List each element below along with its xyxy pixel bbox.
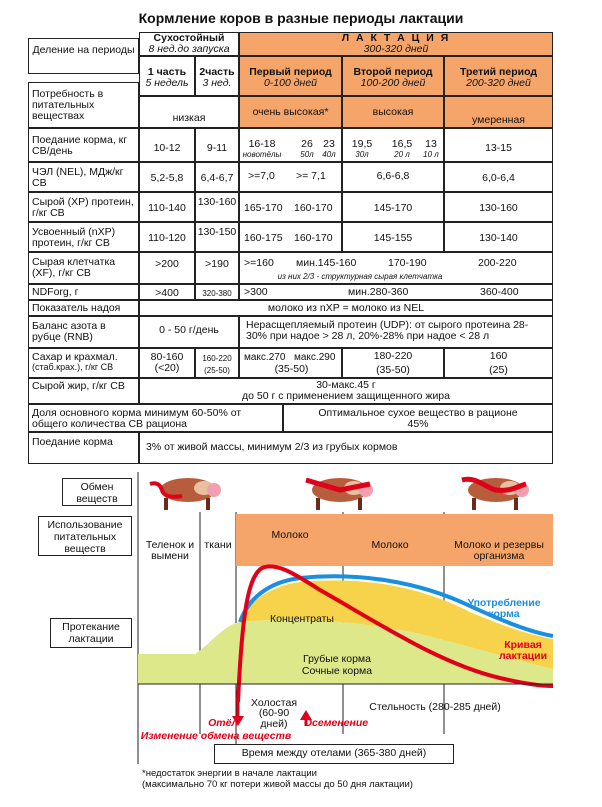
sugar-dry1-a: 80-160	[150, 351, 184, 363]
intake-p1c: 23	[323, 138, 335, 150]
ndf-dry2: 320-380	[195, 284, 239, 300]
cow-icon-dry	[148, 470, 228, 512]
indicator-label: Показатель надоя	[28, 300, 139, 316]
ndf-p3: 360-400	[480, 286, 519, 298]
intake-dry2: 9-11	[195, 128, 239, 162]
milk-label-2: Молоко	[371, 539, 409, 551]
lactation-subtitle: 300-320 дней	[363, 43, 429, 55]
nxp-p3: 130-140	[444, 222, 553, 252]
tissue-label: ткани	[204, 539, 232, 551]
cow-icon-late	[456, 470, 536, 512]
period1-subtitle: 0-100 дней	[263, 77, 318, 89]
needs-p2: высокая	[342, 96, 444, 128]
milk-label-1: Молоко	[271, 529, 309, 541]
xf-dry2: >190	[195, 252, 239, 284]
nxp-p1	[239, 222, 342, 252]
share-value-a: Оптимальное сухое вещество в рационе	[318, 407, 518, 419]
ndf-dry1: >400	[139, 284, 195, 300]
concentrates-label: Концентраты	[270, 613, 334, 625]
page-title: Кормление коров в разные периоды лактации	[138, 10, 464, 26]
needs-label: Потребность в питательных веществах	[28, 82, 139, 128]
fat-value-a: 30-макс.45 г	[316, 379, 376, 391]
xp-p1a: 165-170	[244, 202, 283, 214]
sugar-dry2-a: 160-220	[202, 354, 232, 363]
intake-p2b-sub: 20 л	[394, 150, 410, 159]
xf-p3: 200-220	[478, 257, 517, 269]
fat-label: Сырой жир, г/кг СВ	[28, 378, 139, 404]
nel-p1b: >= 7,1	[296, 170, 326, 182]
nel-p2: 6,6-6,8	[342, 162, 444, 192]
rnb-label: Баланс азота в рубце (RNB)	[28, 316, 139, 348]
ndf-label: NDForg, г	[28, 284, 139, 300]
nxp-p1b: 160-170	[294, 232, 333, 244]
cow-icon-early	[300, 470, 380, 512]
milk-reserve-label: Молоко и резервы организма	[454, 539, 544, 562]
sugar-label-sub: (стаб.крах.), г/кг СВ	[32, 362, 114, 372]
holostaya-days: (60-90 дней)	[258, 707, 290, 730]
sugar-p2-a: 180-220	[373, 350, 413, 362]
intake-dry1: 10-12	[139, 128, 195, 162]
insemination-label: Осеменение	[303, 717, 369, 729]
nxp-dry2: 130-150	[195, 222, 239, 252]
succulent-label: Сочные корма	[301, 665, 373, 677]
period3-title: Третий период	[459, 66, 538, 78]
sugar-p1c: (35-50)	[274, 363, 309, 375]
metabolism-change-label: Изменение обмена веществ	[140, 730, 292, 742]
xp-dry2: 130-160	[195, 192, 239, 222]
nxp-label: Усвоенный (nХР) протеин, г/кг СВ	[28, 222, 139, 252]
xf-note: из них 2/3 - структурная сырая клетчатка	[277, 272, 443, 281]
rnb-dry: 0 - 50 г/день	[139, 316, 239, 348]
intake-p3: 13-15	[444, 128, 553, 162]
xp-label: Сырой (ХР) протеин, г/кг СВ	[28, 192, 139, 222]
period2-title: Второй период	[353, 66, 433, 78]
fat-value-b: до 50 г с применением защищенного жира	[241, 390, 450, 402]
share-label: Доля основного корма минимум 60-50% от общего количества СВ рациона	[28, 404, 283, 432]
sugar-p1	[239, 348, 342, 378]
part2-title: 2часть	[199, 66, 235, 78]
metabolism-box: Обмен веществ	[62, 478, 132, 506]
sugar-p2-b: (35-50)	[376, 364, 410, 376]
needs-dry: низкая	[139, 96, 239, 128]
nel-p3: 6,0-6,4	[444, 162, 553, 192]
sugar-p3-a: 160	[489, 350, 508, 362]
dry-header	[139, 32, 239, 56]
footnote-2: (максимально 70 кг потери живой массы до 50 дня лактации)	[142, 779, 413, 790]
nel-dry1: 5,2-5,8	[139, 162, 195, 192]
xf-lact	[239, 252, 553, 284]
footnote-1: *недостаток энергии в начале лактации	[142, 768, 317, 779]
rnb-value: Нерасщепляемый протеин (UDP): от сырого протеина 28-30% при надое > 28 л, 20%-28% при надое < 28 л	[239, 316, 553, 348]
share-value	[283, 404, 553, 432]
xf-p2b: 170-190	[388, 257, 427, 269]
sugar-p1a: макс.270	[244, 352, 286, 363]
intake-p2b: 16,5	[391, 138, 413, 150]
eating-label: Поедание корма	[28, 432, 139, 464]
calving-interval-box: Время между отелами (365-380 дней)	[214, 744, 454, 764]
intake-p2c-sub: 10 л	[423, 150, 439, 159]
nel-p1a: >=7,0	[248, 170, 275, 182]
share-value-b: 45%	[407, 418, 429, 430]
sugar-p1b: макс.290	[294, 352, 336, 363]
dry-title: Сухостойный	[153, 32, 225, 44]
intake-p2c: 13	[425, 138, 437, 150]
roughage-label: Грубые корма	[303, 653, 371, 665]
xf-label: Сырая клетчатка (XF), г/кг СВ	[28, 252, 139, 284]
period2-subtitle: 100-200 дней	[360, 77, 426, 89]
sugar-dry2	[195, 348, 239, 378]
part2-subtitle: 3 нед.	[202, 77, 232, 89]
sugar-dry1-b: (<20)	[154, 362, 180, 374]
ndf-p2: мин.280-360	[348, 286, 409, 298]
xp-p2: 145-170	[342, 192, 444, 222]
xf-p2: мин.145-160	[296, 257, 357, 269]
intake-label: Поедание корма, кг СВ/день	[28, 128, 139, 162]
ndf-p1: >300	[244, 286, 268, 298]
sugar-label-main: Сахар и крахмал.	[32, 351, 118, 363]
sugar-p3	[444, 348, 553, 378]
period2-header	[342, 56, 444, 96]
intake-p1	[239, 128, 342, 162]
nel-p1	[239, 162, 342, 192]
xf-p1: >=160	[244, 257, 274, 269]
dry-subtitle: 8 нед.до запуска	[148, 43, 230, 55]
intake-p1b-sub: 50л	[300, 150, 314, 159]
xp-p1	[239, 192, 342, 222]
xp-dry1: 110-140	[139, 192, 195, 222]
sugar-p3-b: (25)	[489, 364, 508, 376]
nutrient-use-box: Использование питательных веществ	[38, 516, 132, 556]
intake-p2a-sub: 30л	[355, 150, 369, 159]
holostaya-label: Холостая	[250, 697, 298, 709]
xf-dry1: >200	[139, 252, 195, 284]
period3-header	[444, 56, 553, 96]
period1-title: Первый период	[249, 66, 332, 78]
period1-header	[239, 56, 342, 96]
needs-p3: умеренная	[444, 96, 553, 128]
sugar-dry2-b: (25-50)	[204, 366, 230, 375]
xp-p1b: 160-170	[294, 202, 333, 214]
part2-header	[195, 56, 239, 96]
lactation-header	[239, 32, 553, 56]
lactation-curve-label: Кривая лактации	[498, 639, 548, 662]
eating-value: 3% от живой массы, минимум 2/3 из грубых кормов	[139, 432, 553, 464]
sugar-p2	[342, 348, 444, 378]
intake-p1a-sub: новотёлы	[242, 150, 282, 159]
intake-p2a: 19,5	[351, 138, 373, 150]
needs-p1: очень высокая*	[239, 96, 342, 128]
sugar-dry1	[139, 348, 195, 378]
part1-header	[139, 56, 195, 96]
indicator-value: молоко из nХР = молоко из NEL	[139, 300, 553, 316]
part1-subtitle: 5 недель	[145, 77, 189, 89]
calf-udder-label: Теленок и вымени	[145, 539, 195, 562]
xp-p3: 130-160	[444, 192, 553, 222]
consumption-label: Употребление корма	[467, 597, 541, 620]
lactation-course-box: Протекание лактации	[50, 618, 132, 648]
period-division-label: Деление на периоды	[28, 38, 139, 74]
part1-title: 1 часть	[147, 66, 187, 78]
intake-p2	[342, 128, 444, 162]
intake-p1c-sub: 40л	[322, 150, 336, 159]
nxp-p2: 145-155	[342, 222, 444, 252]
calving-label: Отёл	[208, 717, 238, 729]
nel-label: ЧЭЛ (NEL), МДж/кг СВ	[28, 162, 139, 192]
pregnancy-label: Стельность (280-285 дней)	[369, 701, 501, 713]
fat-value	[139, 378, 553, 404]
intake-p1a: 16-18	[248, 138, 276, 150]
intake-p1b: 26	[301, 138, 313, 150]
period3-subtitle: 200-320 дней	[466, 77, 531, 89]
sugar-label	[28, 348, 139, 378]
nxp-dry1: 110-120	[139, 222, 195, 252]
nxp-p1a: 160-175	[244, 232, 283, 244]
nel-dry2: 6,4-6,7	[195, 162, 239, 192]
lactation-title: Л А К Т А Ц И Я	[341, 32, 451, 44]
ndf-lact	[239, 284, 553, 300]
